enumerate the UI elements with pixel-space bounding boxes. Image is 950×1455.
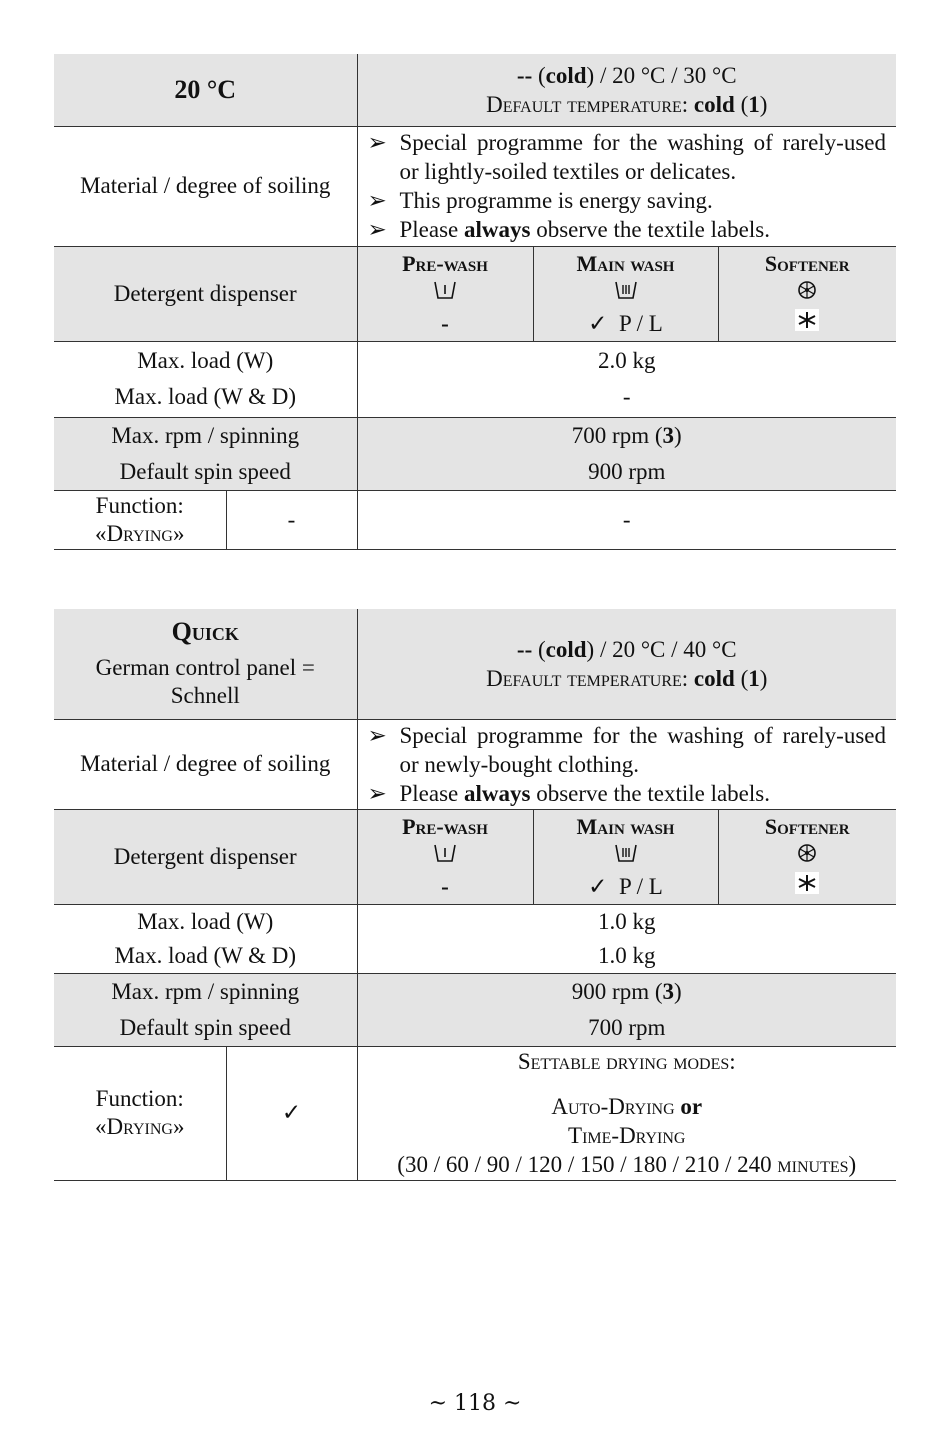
check-icon: ✓ <box>588 310 608 336</box>
program-name: 20 °C <box>174 74 237 104</box>
default-spin-label: Default spin speed <box>119 458 291 484</box>
prewash-column: Pre-wash - <box>357 246 533 341</box>
prewash-tub-icon <box>433 842 457 864</box>
default-temperature-label: Default temperature: <box>486 665 689 691</box>
bullet-item: ➢ Please always observe the textile labels. <box>367 217 770 242</box>
temperature-options: / 20 °C / 40 °C <box>599 636 737 662</box>
program-subtitle: German control panel = Schnell <box>95 654 315 708</box>
max-load-values <box>357 904 896 973</box>
check-icon: ✓ <box>281 1100 302 1125</box>
max-load-values <box>357 341 896 417</box>
drying-modes: - <box>622 506 631 532</box>
arrow-bullet-icon: ➢ <box>367 780 387 806</box>
drying-or: or <box>680 1094 703 1119</box>
max-load-wd-label: Max. load (W & D) <box>114 942 297 968</box>
check-icon: ✓ <box>588 873 608 899</box>
mainwash-tub-icon <box>614 279 638 301</box>
max-rpm-label: Max. rpm / spinning <box>111 422 300 448</box>
cold-label: cold <box>545 62 587 88</box>
default-temperature-value: cold <box>693 91 735 117</box>
function-label: Function: <box>95 492 184 518</box>
drying-availability <box>226 1046 357 1180</box>
material-label: Material / degree of soiling <box>54 126 357 246</box>
time-drying-mode: Time-Drying <box>568 1123 686 1148</box>
cold-dash: -- <box>516 636 533 662</box>
footnote-ref: 3 <box>662 978 675 1004</box>
max-load-w-value: 1.0 kg <box>598 908 656 934</box>
softener-column: Softener <box>718 809 896 904</box>
cold-dash: -- <box>516 62 533 88</box>
material-description <box>357 126 896 246</box>
function-label: Function: <box>95 1086 184 1111</box>
spin-labels <box>54 417 357 490</box>
footnote-ref: 3 <box>662 422 675 448</box>
auto-drying-mode: Auto-Drying <box>551 1094 675 1119</box>
detergent-dispenser-label: Detergent dispenser <box>54 809 357 904</box>
program-name-cell <box>54 54 357 126</box>
cold-label: cold <box>545 636 587 662</box>
max-rpm-value: 900 rpm <box>571 978 650 1004</box>
bullet-item: ➢ Special programme for the washing of rarely-used or lightly-soiled textiles or delicates. <box>367 130 886 184</box>
arrow-bullet-icon: ➢ <box>367 188 387 213</box>
temperature-cell: -- (cold) / 20 °C / 30 °C Default temperature: cold (1) <box>486 62 768 117</box>
drying-modes-title: Settable drying modes: <box>517 1049 736 1074</box>
softener-flower-icon <box>795 279 819 301</box>
spin-values: 700 rpm (3) 900 rpm <box>357 417 896 490</box>
default-spin-value: 700 rpm <box>588 1014 666 1040</box>
drying-times: (30 / 60 / 90 / 120 / 150 / 180 / 210 / 240 minutes) <box>397 1152 857 1177</box>
max-rpm-label: Max. rpm / spinning <box>111 978 300 1004</box>
asterisk-icon <box>795 309 819 331</box>
max-load-w-label: Max. load (W) <box>137 348 274 373</box>
max-load-labels <box>54 904 357 973</box>
footnote-ref: 1 <box>748 665 760 691</box>
page-number: ~ 118 ~ <box>428 1391 522 1416</box>
arrow-bullet-icon: ➢ <box>367 722 387 748</box>
spin-labels <box>54 973 357 1046</box>
program-table-20c <box>54 54 896 550</box>
program-name: Quick <box>171 616 239 646</box>
prewash-tub-icon <box>433 279 457 301</box>
program-name-cell <box>54 609 357 719</box>
function-name: «Drying» <box>95 520 185 546</box>
arrow-bullet-icon: ➢ <box>367 217 387 242</box>
max-load-w-value: 2.0 kg <box>598 348 656 373</box>
mainwash-tub-icon <box>614 842 638 864</box>
mainwash-column: Main wash ✓ P / L <box>533 246 718 341</box>
bullet-item: ➢ Special programme for the washing of rarely-used or newly-bought clothing. <box>367 722 886 777</box>
function-label-cell <box>54 1046 226 1180</box>
temperature-options: / 20 °C / 30 °C <box>599 62 737 88</box>
softener-flower-icon <box>795 842 819 864</box>
default-temperature-value: cold <box>693 665 735 691</box>
arrow-bullet-icon: ➢ <box>367 130 387 155</box>
default-temperature-label: Default temperature: <box>486 91 689 117</box>
max-rpm-value: 700 rpm <box>571 422 650 448</box>
drying-availability: - <box>226 490 357 549</box>
drying-modes <box>357 1046 896 1180</box>
material-description <box>357 719 896 809</box>
softener-column: Softener <box>718 246 896 341</box>
bullet-item: ➢ Please always observe the textile labels. <box>367 780 770 806</box>
prewash-column: Pre-wash - <box>357 809 533 904</box>
function-name: «Drying» <box>95 1114 185 1139</box>
bullet-item: ➢ This programme is energy saving. <box>367 188 713 213</box>
max-load-labels <box>54 341 357 417</box>
program-table-quick <box>54 609 896 1181</box>
default-spin-value: 900 rpm <box>588 458 666 484</box>
max-load-wd-value: - <box>622 384 631 409</box>
mainwash-column: Main wash ✓ P / L <box>533 809 718 904</box>
temperature-cell: -- (cold) / 20 °C / 40 °C Default temperature: cold (1) <box>486 636 768 691</box>
detergent-dispenser-label: Detergent dispenser <box>54 246 357 341</box>
max-load-wd-label: Max. load (W & D) <box>114 384 297 409</box>
asterisk-icon <box>795 872 819 894</box>
footnote-ref: 1 <box>748 91 760 117</box>
material-label: Material / degree of soiling <box>54 719 357 809</box>
function-label-cell <box>54 490 226 549</box>
spin-values: 900 rpm (3) 700 rpm <box>357 973 896 1046</box>
max-load-wd-value: 1.0 kg <box>598 942 656 968</box>
max-load-w-label: Max. load (W) <box>137 908 274 934</box>
default-spin-label: Default spin speed <box>119 1014 291 1040</box>
